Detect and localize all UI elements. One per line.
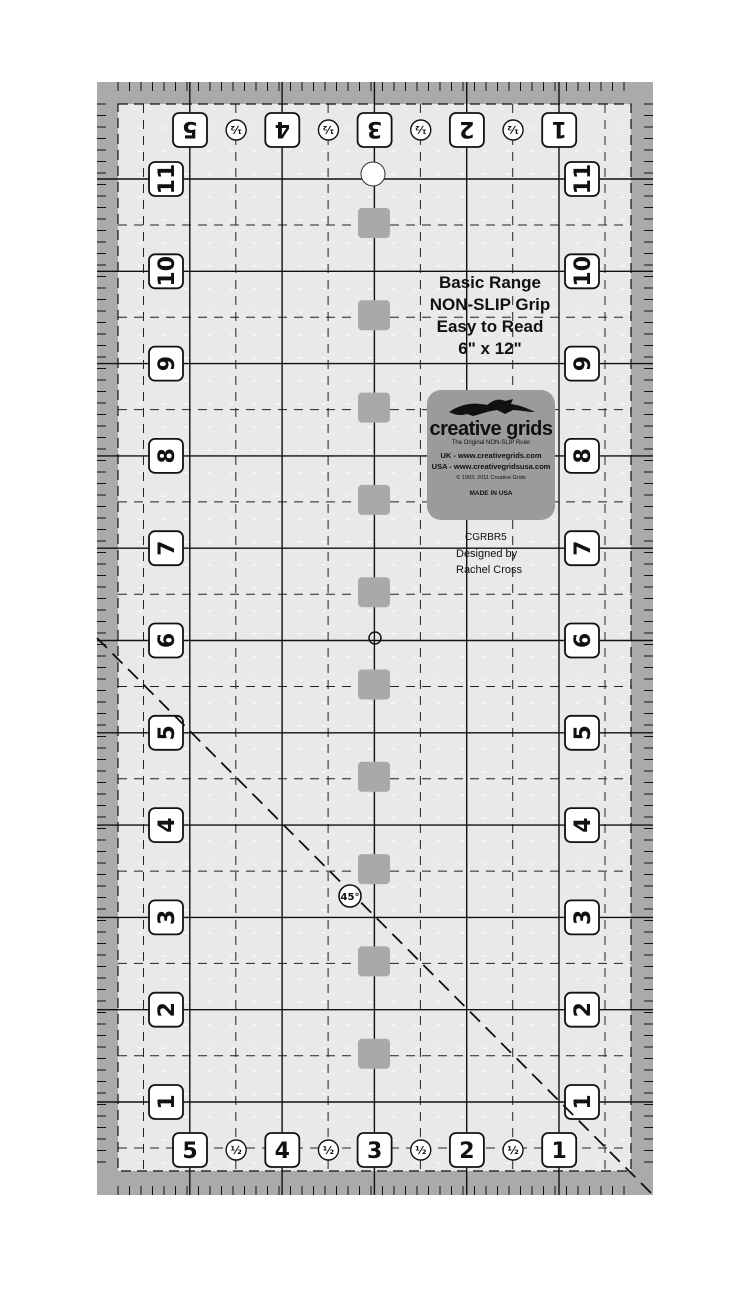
side-number-left-text: 4: [155, 817, 180, 833]
top-number-text: 3: [366, 116, 383, 141]
top-number: [358, 113, 392, 147]
bottom-number-text: 4: [274, 1139, 290, 1164]
bottom-number: [265, 1133, 299, 1167]
bottom-half-mark: [411, 1140, 431, 1160]
bottom-number: [173, 1133, 207, 1167]
grip-pad: [358, 485, 390, 515]
product-info: [420, 272, 560, 360]
top-number: [450, 113, 484, 147]
side-number-left-text: 3: [155, 909, 180, 926]
top-half-mark: [411, 120, 431, 140]
side-number-right: [565, 993, 599, 1027]
grip-pad: [358, 854, 390, 884]
side-number-right: [565, 716, 599, 750]
bottom-half-mark-text: ½: [507, 1144, 519, 1157]
side-number-left-text: 5: [155, 725, 180, 741]
bottom-number-text: 3: [366, 1139, 383, 1164]
top-number-text: 4: [274, 116, 290, 141]
info-line-read: Easy to Read: [436, 317, 544, 336]
side-number-left: [149, 1085, 183, 1119]
hanging-hole: [361, 162, 385, 186]
top-number: [265, 113, 299, 147]
side-number-left-text: 1: [155, 1094, 180, 1110]
side-number-left: [149, 624, 183, 658]
side-number-right: [565, 900, 599, 934]
side-number-right: [565, 347, 599, 381]
designer-line2: Rachel Cross: [456, 564, 523, 576]
top-number-text: 1: [551, 116, 567, 141]
bottom-half-mark: [318, 1140, 338, 1160]
bottom-half-mark-text: ½: [322, 1144, 335, 1157]
side-number-right-text: 6: [571, 632, 596, 649]
top-half-mark-text: ½: [507, 123, 519, 136]
grip-pad: [358, 762, 390, 792]
bottom-half-mark: [503, 1140, 523, 1160]
bottom-half-mark-text: ½: [230, 1144, 242, 1157]
side-number-left-text: 8: [155, 448, 180, 464]
usa-url: USA - www.creativegridsusa.com: [431, 462, 551, 471]
side-number-right-text: 1: [571, 1094, 596, 1110]
top-number: [173, 113, 207, 147]
brand-tagline: The Original NON-SLIP Ruler: [451, 440, 531, 446]
side-number-right: [565, 254, 599, 288]
copyright: © 1993, 2011 Creative Grids: [456, 475, 526, 481]
model-number: CGRBR5: [465, 532, 507, 543]
side-number-right-text: 2: [571, 1002, 596, 1018]
side-number-left: [149, 531, 183, 565]
top-number-text: 5: [182, 116, 198, 141]
top-number-text: 2: [459, 116, 475, 141]
top-half-mark-text: ½: [415, 123, 427, 136]
side-number-left: [149, 347, 183, 381]
bottom-number: [542, 1133, 576, 1167]
side-number-left-text: 2: [155, 1002, 180, 1018]
side-number-left-text: 6: [155, 632, 180, 649]
bottom-half-mark-text: ½: [415, 1144, 427, 1157]
side-number-right-text: 9: [571, 355, 596, 372]
grip-pad: [358, 577, 390, 607]
brand-name: creative grids: [429, 418, 553, 440]
side-number-left: [149, 808, 183, 842]
grip-pad: [358, 670, 390, 700]
side-number-left-text: 9: [155, 355, 180, 372]
top-half-mark: [318, 120, 338, 140]
top-half-mark-text: ½: [322, 123, 335, 136]
info-line-size: 6" x 12": [458, 339, 522, 358]
side-number-right: [565, 439, 599, 473]
designer-line1: Designed by: [456, 548, 518, 560]
side-number-right: [565, 808, 599, 842]
side-number-left: [149, 439, 183, 473]
top-half-mark-text: ½: [230, 123, 242, 136]
uk-url: UK - www.creativegrids.com: [440, 451, 542, 460]
side-number-right-text: 4: [571, 817, 596, 833]
side-number-right-text: 11: [571, 163, 596, 195]
side-number-left: [149, 162, 183, 196]
45-degree-label: 45°: [340, 892, 360, 903]
side-number-right: [565, 162, 599, 196]
top-number: [542, 113, 576, 147]
top-half-mark: [503, 120, 523, 140]
bottom-half-mark: [226, 1140, 246, 1160]
bottom-number-text: 2: [459, 1139, 475, 1164]
side-number-left-text: 11: [155, 163, 180, 195]
bottom-number-text: 1: [551, 1139, 567, 1164]
grip-pad: [358, 300, 390, 330]
bottom-number: [450, 1133, 484, 1167]
info-line-grip: NON-SLIP Grip: [429, 295, 551, 314]
side-number-right-text: 7: [571, 540, 596, 556]
side-number-left: [149, 716, 183, 750]
side-number-left-text: 10: [155, 255, 180, 287]
bottom-number-text: 5: [182, 1139, 198, 1164]
brand-logo: [427, 390, 555, 520]
side-number-right: [565, 1085, 599, 1119]
side-number-right: [565, 531, 599, 565]
side-number-left: [149, 254, 183, 288]
fox-icon: [447, 396, 537, 418]
grip-pad: [358, 1039, 390, 1069]
side-number-left: [149, 900, 183, 934]
side-number-right: [565, 624, 599, 658]
info-line-range: Basic Range: [438, 273, 542, 292]
side-number-right-text: 10: [571, 255, 596, 287]
bottom-number: [358, 1133, 392, 1167]
grip-pad: [358, 946, 390, 976]
side-number-right-text: 3: [571, 909, 596, 926]
top-half-mark: [226, 120, 246, 140]
side-number-left-text: 7: [155, 540, 180, 556]
grip-pad: [358, 208, 390, 238]
side-number-right-text: 5: [571, 725, 596, 741]
side-number-left: [149, 993, 183, 1027]
side-number-right-text: 8: [571, 448, 596, 464]
made-in: MADE IN USA: [469, 490, 513, 497]
grip-pad: [358, 393, 390, 423]
